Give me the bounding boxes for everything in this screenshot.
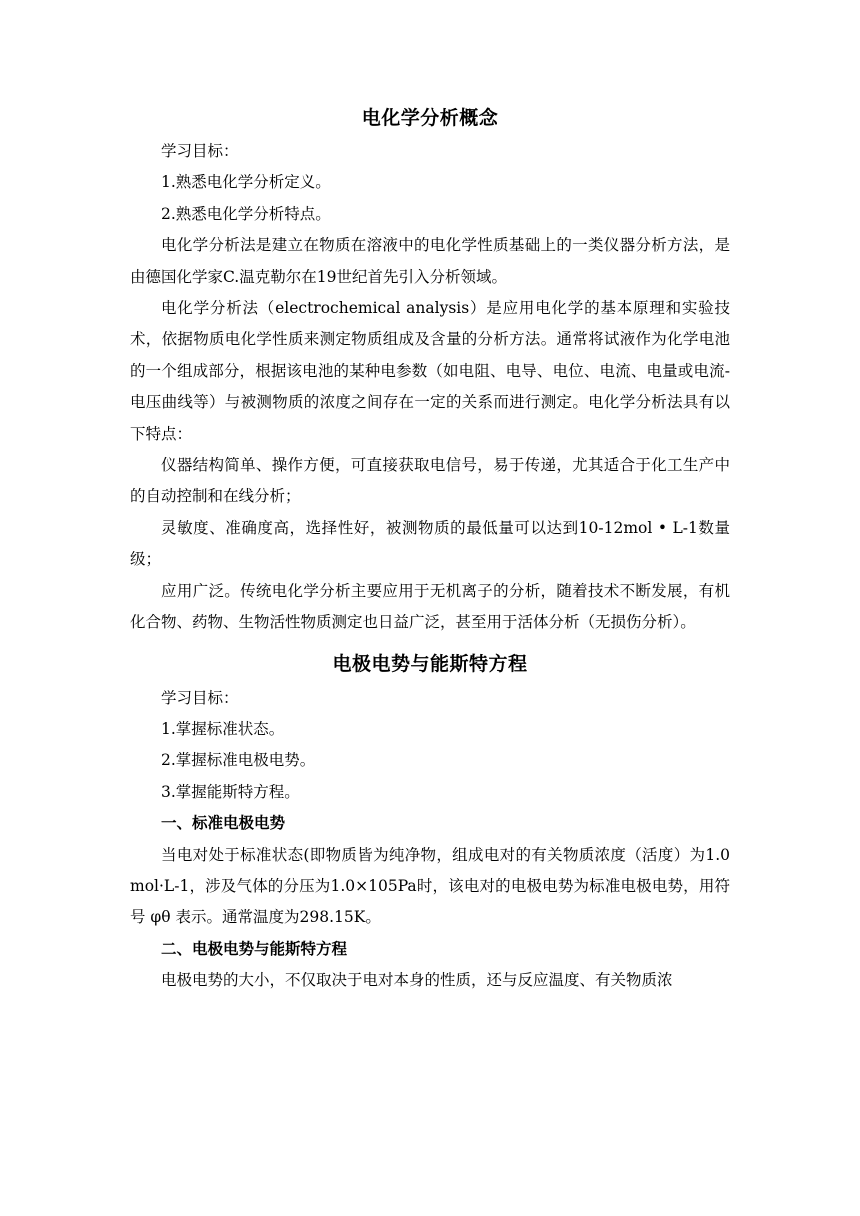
section-title-electrode-potential: 电极电势与能斯特方程 [332, 652, 528, 675]
objective-item: 1.熟悉电化学分析定义。 [161, 173, 331, 192]
objective-item: 2.掌握标准电极电势。 [161, 751, 316, 770]
objectives-label: 学习目标： [161, 688, 239, 707]
body-paragraph: 当电对处于标准状态(即物质皆为纯净物，组成电对的有关物质浓度（活度）为1.0 mol·L-1，涉及气体的分压为1.0×105Pa时，该电对的电极电势为标准电极电势，用符号 φθ 表示。通常温度为298.15K。 [130, 845, 730, 927]
objective-item: 1.掌握标准状态。 [161, 719, 285, 738]
section-title-electrochemical-analysis: 电化学分析概念 [361, 107, 499, 129]
objective-item: 3.掌握能斯特方程。 [161, 782, 300, 801]
subheading-nernst-equation: 二、电极电势与能斯特方程 [161, 939, 348, 958]
objectives-label: 学习目标： [161, 142, 239, 160]
feature-paragraph: 灵敏度、准确度高，选择性好，被测物质的最低量可以达到10-12mol • L-1数量级； [130, 518, 730, 569]
feature-paragraph: 应用广泛。传统电化学分析主要应用于无机离子的分析，随着技术不断发展，有机化合物、药物、生物活性物质测定也日益广泛，甚至用于活体分析（无损伤分析）。 [130, 581, 730, 632]
subheading-standard-potential: 一、标准电极电势 [161, 814, 286, 833]
body-paragraph: 电化学分析法是建立在物质在溶液中的电化学性质基础上的一类仪器分析方法，是由德国化学家C.温克勒尔在19世纪首先引入分析领域。 [130, 236, 730, 286]
body-paragraph: 电化学分析法（electrochemical analysis）是应用电化学的基本原理和实验技术，依据物质电化学性质来测定物质组成及含量的分析方法。通常将试液作为化学电池的一个组成部分，根据该电池的某种电参数（如电阻、电导、电位、电流、电量或电流-电压曲线等）与被测物质的浓度之间存在一定的关系而进行测定。电化学分析法具有以下特点： [130, 299, 730, 443]
objective-item: 2.熟悉电化学分析特点。 [161, 204, 331, 223]
body-paragraph: 电极电势的大小，不仅取决于电对本身的性质，还与反应温度、有关物质浓 [161, 971, 673, 990]
document-page [130, 100, 730, 997]
feature-paragraph: 仪器结构简单、操作方便，可直接获取电信号，易于传递，尤其适合于化工生产中的自动控制和在线分析； [130, 456, 730, 506]
